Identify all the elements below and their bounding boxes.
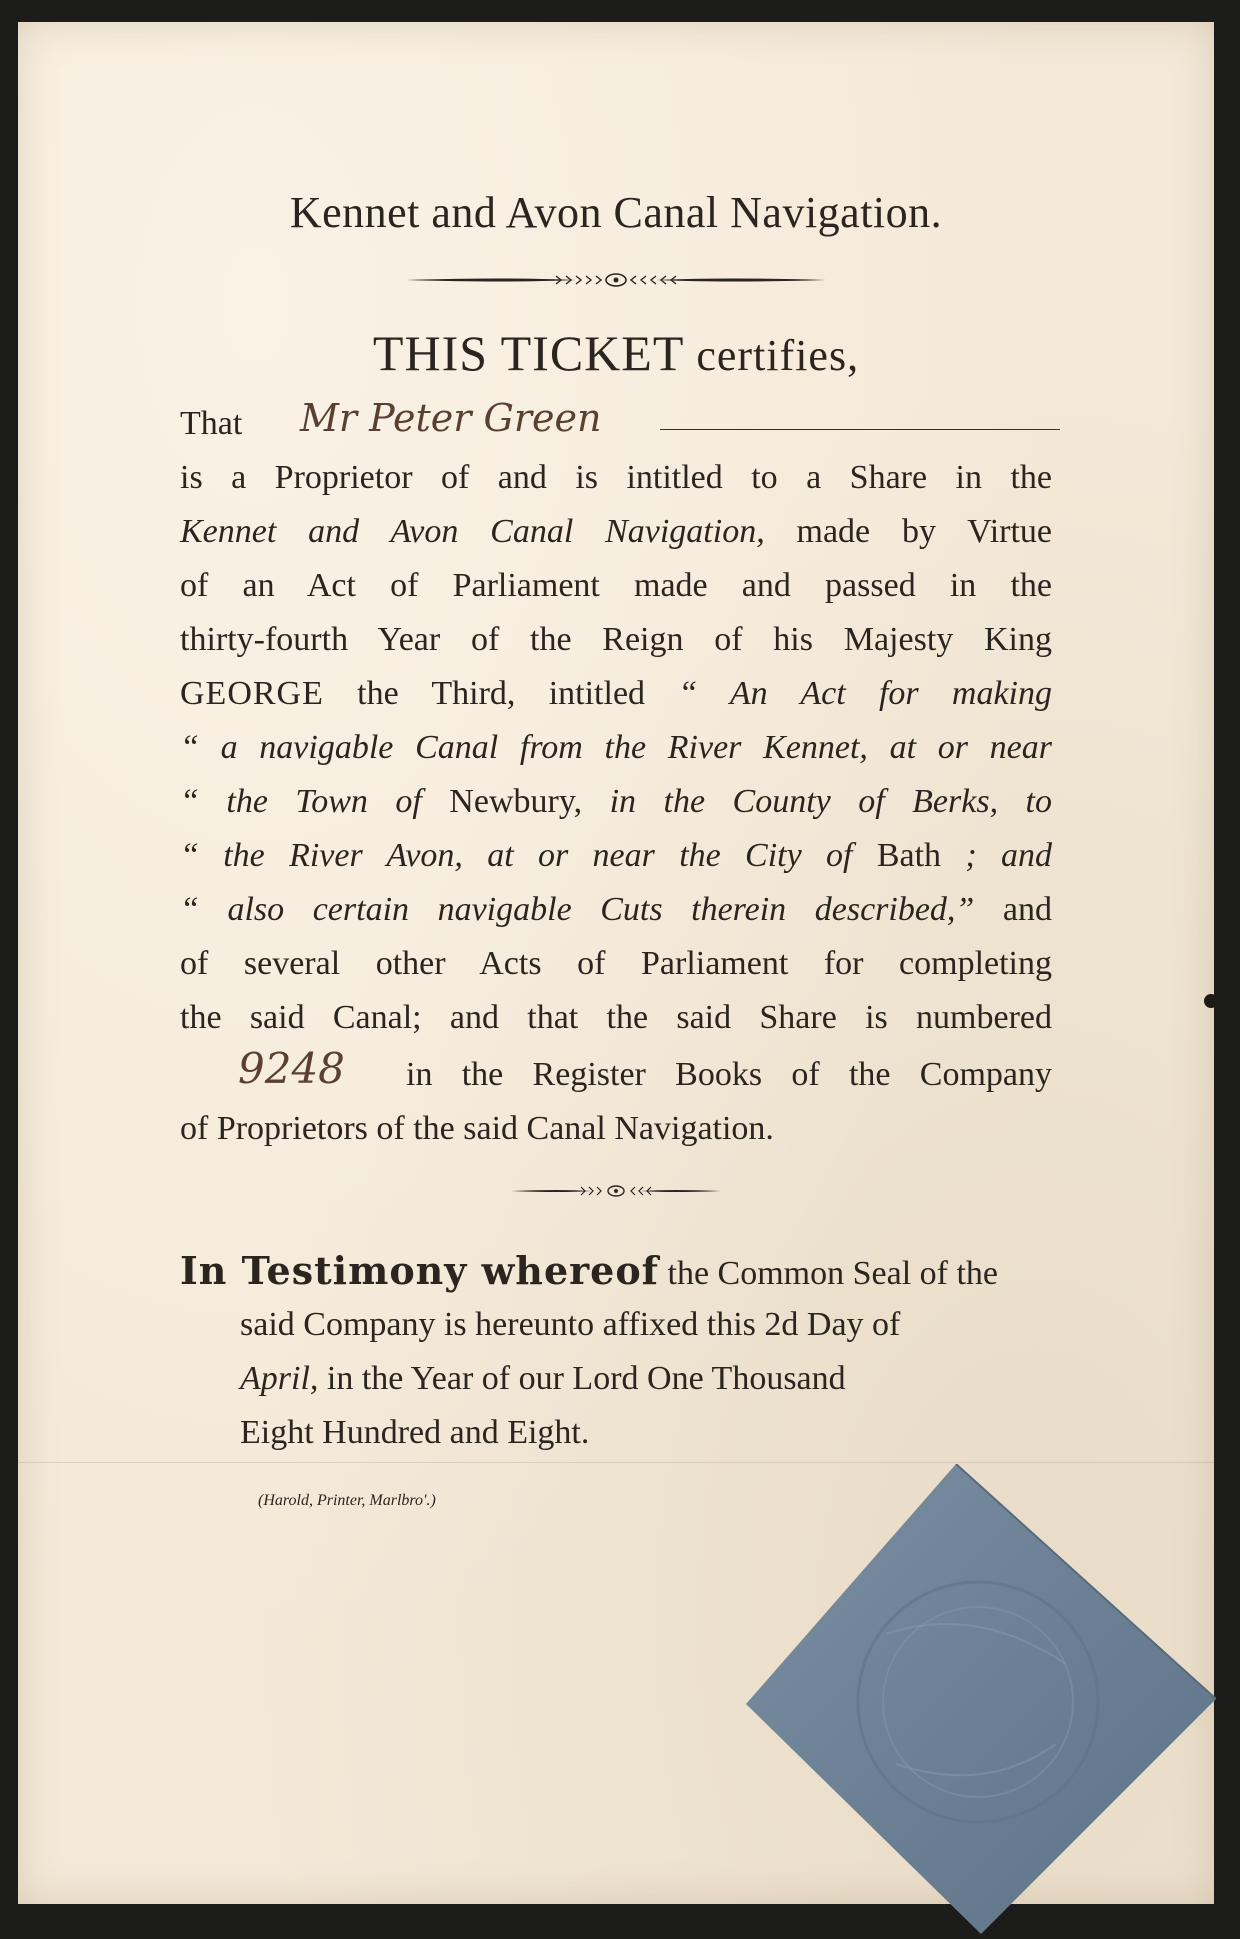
certificate-sheet	[18, 22, 1214, 1904]
holder-name: Mr Peter Green	[300, 396, 602, 440]
testimony-lead: In Testimony whereof	[180, 1248, 660, 1293]
that-label: That	[180, 405, 243, 442]
body-line-6: “ a navigable Canal from the River Kennet, at or near	[180, 729, 1052, 766]
body-line-10: of several other Acts of Parliament for completing	[180, 945, 1052, 982]
ornamental-rule-top	[406, 272, 826, 288]
testimony-line-1: In Testimony whereof the Common Seal of the	[180, 1248, 999, 1293]
heading-rest: certifies,	[696, 331, 860, 380]
body-line-7: “ the Town of Newbury, in the County of Berks, to	[180, 783, 1053, 820]
ornamental-rule-middle	[511, 1184, 721, 1198]
testimony-line-3: April, in the Year of our Lord One Thousand	[240, 1360, 846, 1397]
common-seal	[746, 1464, 1216, 1934]
body-line-3: of an Act of Parliament made and passed in the	[180, 567, 1052, 604]
body-line-5: GEORGE the Third, intitled “ An Act for making	[180, 675, 1052, 712]
printer-imprint: (Harold, Printer, Marlbro'.)	[258, 1492, 436, 1509]
testimony-line-2: said Company is hereunto affixed this 2d Day of	[240, 1306, 901, 1343]
closing-line: of Proprietors of the said Canal Navigation.	[180, 1110, 774, 1147]
document-title: Kennet and Avon Canal Navigation.	[289, 188, 943, 237]
body-line-1: is a Proprietor of and is intitled to a Share in the	[180, 459, 1052, 496]
ticket-heading	[18, 324, 1214, 382]
holder-line	[180, 397, 1060, 451]
testimony-line-4: Eight Hundred and Eight.	[240, 1414, 590, 1451]
body-line-9: “ also certain navigable Cuts therein described,” and	[180, 891, 1052, 928]
share-line-text: in the Register Books of the Company	[406, 1056, 1052, 1093]
body-line-4: thirty-fourth Year of the Reign of his Majesty King	[180, 621, 1052, 658]
name-underline	[660, 429, 1060, 430]
share-number: 9248	[238, 1044, 345, 1093]
body-line-11: the said Canal; and that the said Share is numbered	[180, 999, 1052, 1036]
share-number-line	[180, 1044, 1052, 1102]
ink-spot	[1204, 994, 1218, 1008]
body-line-8: “ the River Avon, at or near the City of Bath ; and	[180, 837, 1052, 874]
body-line-2: Kennet and Avon Canal Navigation, made by Virtue	[180, 513, 1052, 550]
paper-fold	[18, 1462, 1214, 1463]
heading-main: THIS TICKET	[372, 325, 685, 381]
